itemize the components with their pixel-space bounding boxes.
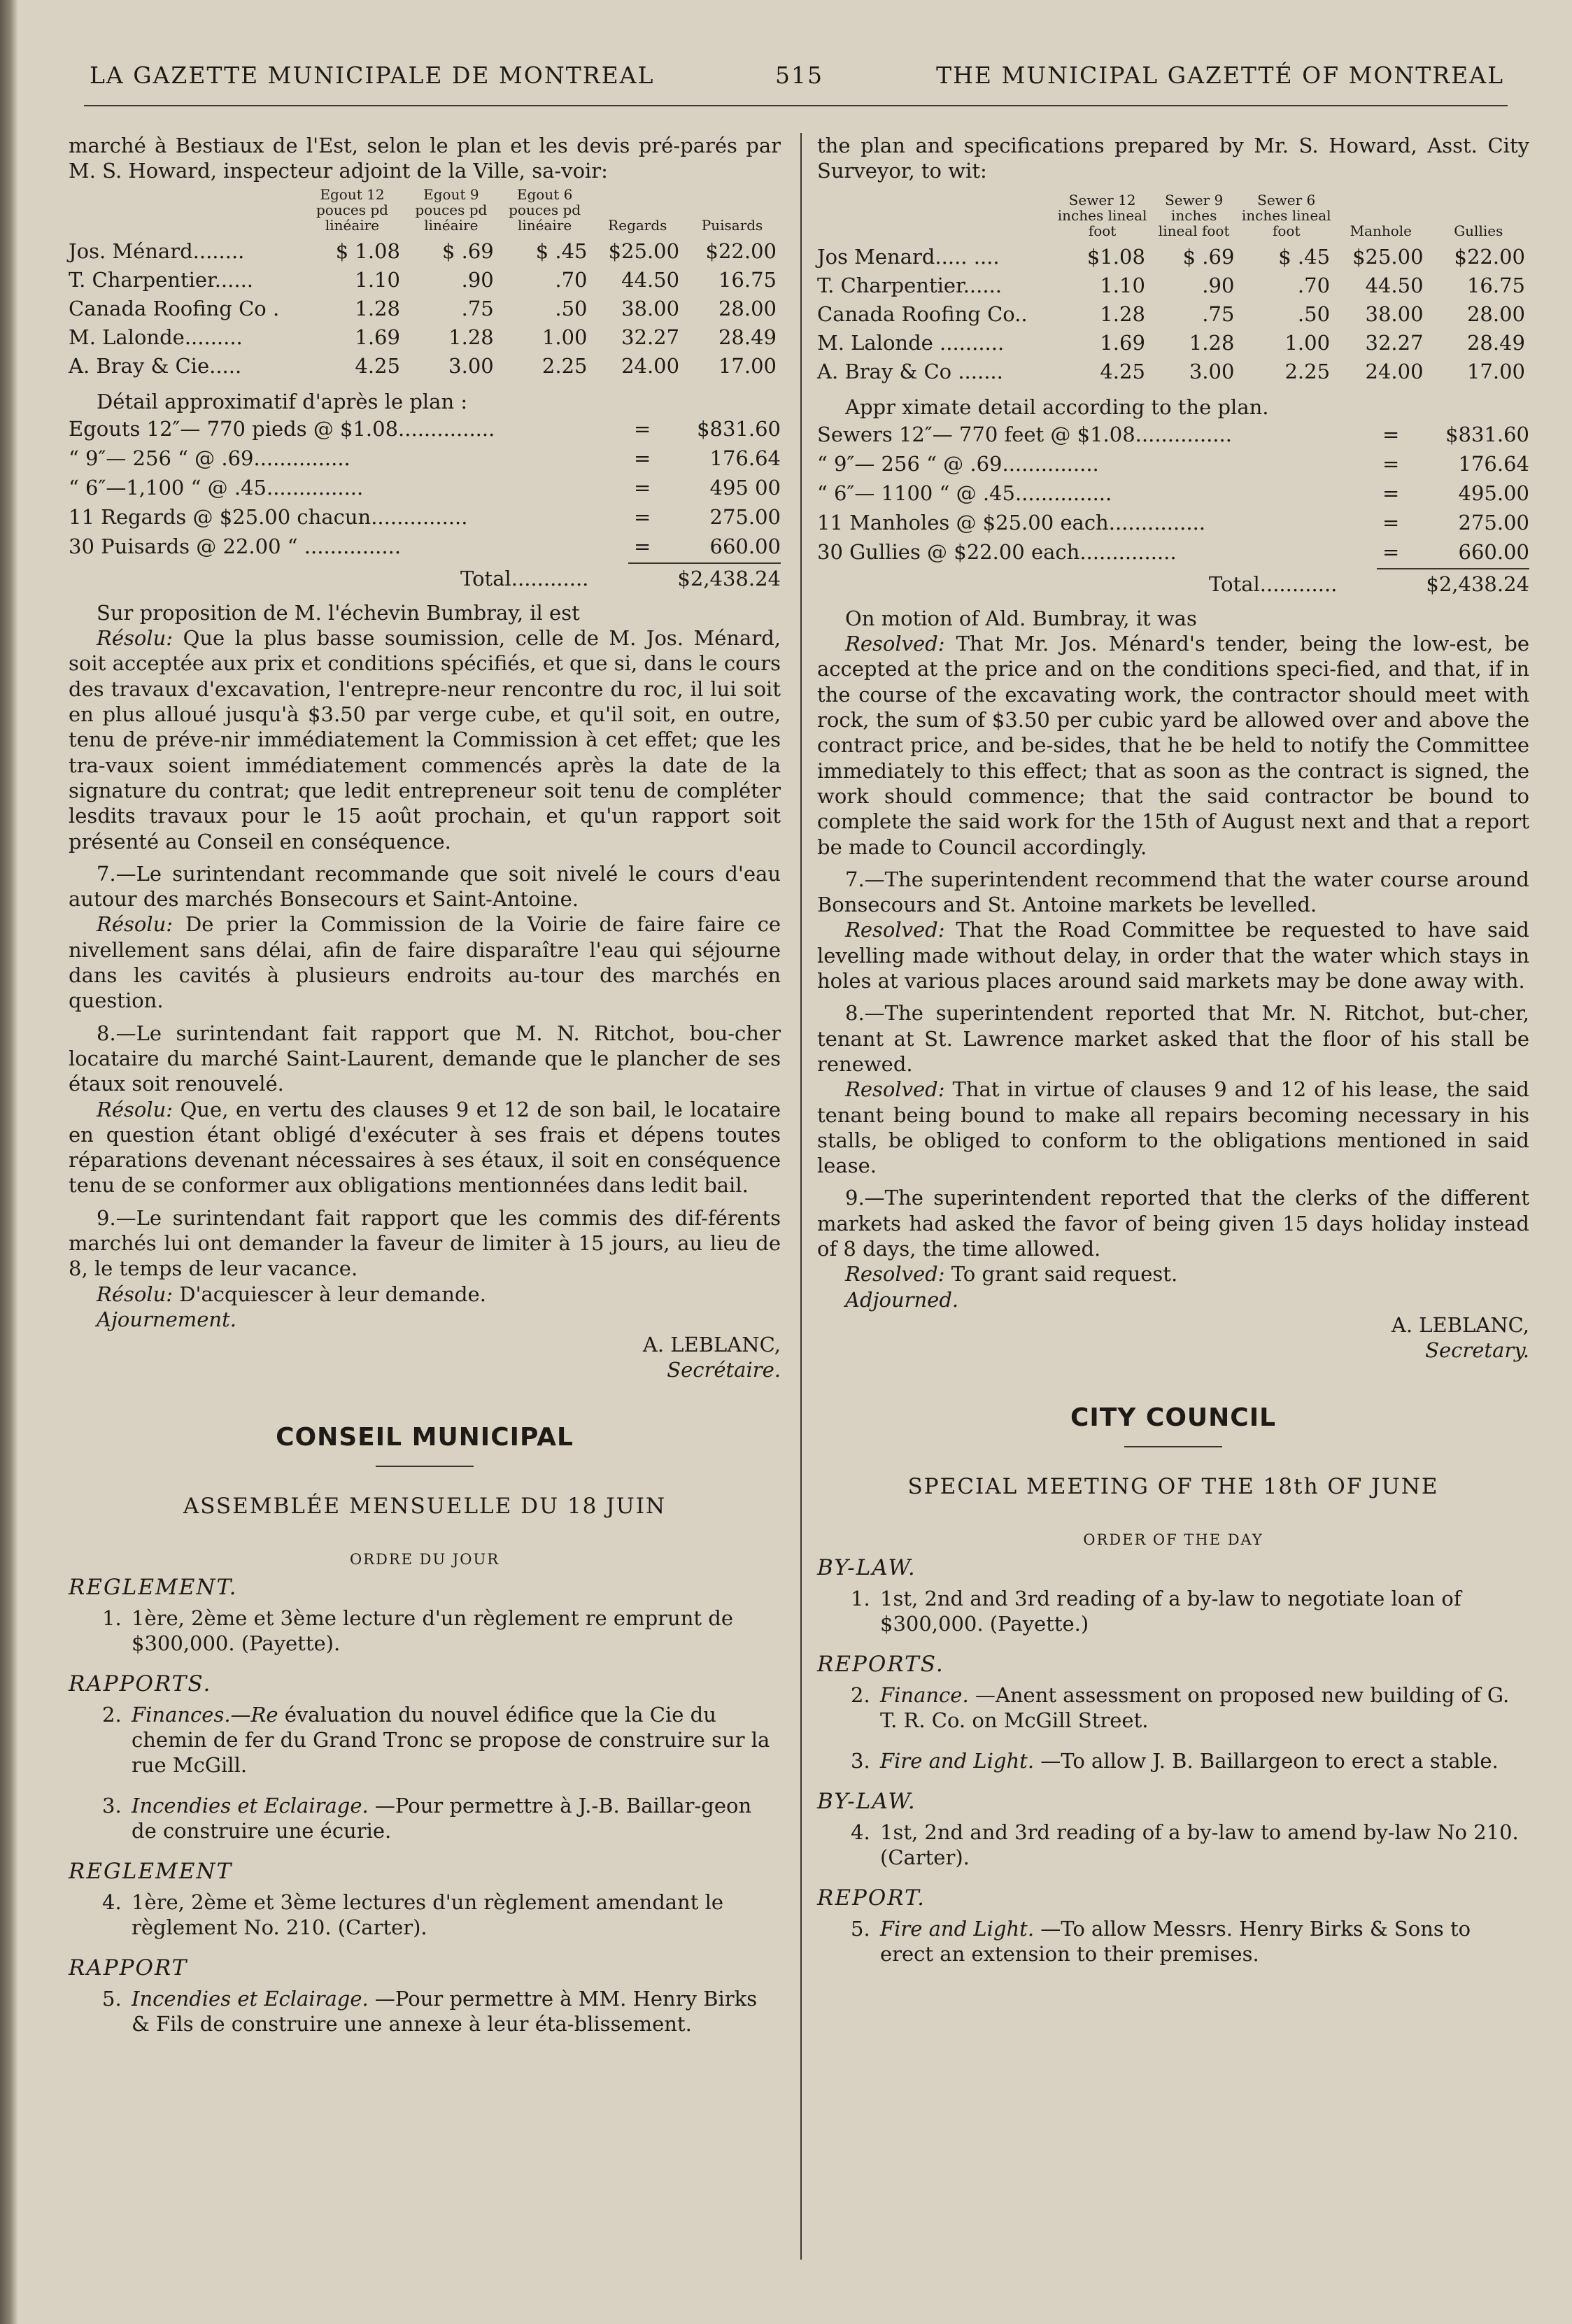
detail-label: “ 9″— 256 “ @ .69............... (817, 451, 1099, 476)
tender-header-col: Egout 9 pouces pd linéaire (415, 185, 488, 234)
running-header (84, 62, 1504, 101)
page-binding-shadow (0, 0, 18, 2324)
french-column (69, 133, 781, 2036)
tender-value: .50 (555, 296, 588, 320)
meeting-subheading: SPECIAL MEETING OF THE 18th OF JUNE (907, 1473, 1439, 1499)
resolution-4 (817, 1261, 1529, 1287)
detail-label: “ 6″— 1100 “ @ .45............... (817, 481, 1112, 505)
tender-name: T. Charpentier...... (69, 267, 254, 292)
agenda-section: REPORT. (817, 1885, 926, 1911)
tender-value: .90 (461, 267, 494, 292)
tender-value: $22.00 (1454, 244, 1525, 269)
agenda-number: 5. (102, 1987, 122, 2011)
tender-value: 3.00 (1189, 359, 1235, 383)
resolution-text: That the Road Committee be requested to have said levelling made without delay, in order that the water which stays in holes at various places around said markets may be done away with. (817, 918, 1529, 993)
tender-value: 1.28 (448, 325, 494, 349)
tender-header-col: Egout 6 pouces pd linéaire (509, 185, 581, 234)
tender-name: Jos Menard..... .... (817, 244, 1000, 269)
tender-value: 28.49 (1466, 330, 1525, 355)
resolution-text: That Mr. Jos. Ménard's tender, being the low-est, be accepted at the price and on the conditions speci-fied, and that, if in the course of the excavating work, the contractor should meet with rock, the sum of $3.50 per cubic yard be allowed over and above the contract price, and be-sides, that he be held to notify the Committee immediately to this effect; that as soon as the contract is signed, the work should commence; that the said contractor be bound to complete the said work for the 15th of August next and that a report be made to Council accordingly. (817, 632, 1530, 859)
tender-value: 4.25 (355, 353, 400, 378)
tender-value: .70 (1297, 273, 1331, 297)
tender-name: Canada Roofing Co . (69, 296, 280, 320)
header-english-title: THE MUNICIPAL GAZETTÉ OF MONTREAL (936, 62, 1504, 89)
item-8: 8.—The superintendent reported that Mr. N. Ritchot, but-cher, tenant at St. Lawrence market asked that the floor of his stall be renewed. (817, 1001, 1529, 1076)
item-9: 9.—The superintendent reported that the clerks of the different markets had asked the favor of being given 15 days holiday instead of 8 days, the time allowed. (817, 1186, 1529, 1261)
agenda-item (69, 1793, 781, 1843)
agenda-list (817, 1555, 1529, 1967)
detail-value: 176.64 (709, 446, 781, 470)
agenda-item (817, 1748, 1529, 1773)
tender-value: $25.00 (608, 239, 680, 263)
resolved-label: Resolved: (845, 632, 945, 656)
signer-name: A. LEBLANC, (642, 1333, 781, 1357)
tender-value: 1.10 (1100, 273, 1145, 297)
tender-row (817, 243, 1529, 271)
agenda-item (69, 1606, 781, 1656)
tender-header-col: Gullies (1454, 222, 1503, 239)
council-heading: CONSEIL MUNICIPAL (276, 1423, 574, 1452)
detail-value: $831.60 (697, 416, 781, 441)
total-line (817, 569, 1529, 599)
resolved-label: Resolved: (845, 1077, 945, 1102)
tender-intro: marché à Bestiaux de l'Est, selon le plan et les devis pré-parés par M. S. Howard, inspecteur adjoint de la Ville, sa-voir: (69, 134, 781, 183)
detail-line (817, 508, 1529, 537)
tender-value: 16.75 (1466, 273, 1525, 297)
detail-value: 176.64 (1458, 451, 1529, 476)
resolved-label: Résolu: (97, 626, 174, 651)
agenda-section: REPORTS. (817, 1651, 944, 1677)
resolution-4 (69, 1282, 781, 1307)
resolution-2 (69, 912, 781, 1013)
detail-equals: = (1382, 422, 1400, 446)
agenda-text: —Anent assessment on proposed new building of G. T. R. Co. on McGill Street. (880, 1682, 1510, 1732)
agenda-number: 2. (102, 1703, 122, 1727)
agenda-text: —Pour permettre à J.-B. Baillar-geon de construire une écurie. (132, 1794, 752, 1843)
detail-value: 660.00 (709, 534, 781, 558)
tender-value: 1.00 (1284, 330, 1331, 355)
tender-intro: the plan and specifications prepared by Mr. S. Howard, Asst. City Surveyor, to wit: (817, 134, 1529, 183)
agenda-number: 5. (851, 1916, 870, 1941)
motion-text: On motion of Ald. Bumbray, it was (845, 606, 1197, 630)
tender-name: M. Lalonde......... (69, 325, 243, 349)
tender-name: M. Lalonde .......... (817, 330, 1005, 355)
agenda-title: Incendies et Eclairage. (132, 1794, 369, 1818)
tender-value: 16.75 (718, 267, 777, 292)
tender-header-col: Regards (608, 216, 667, 234)
detail-line (69, 532, 781, 561)
agenda-item (817, 1586, 1529, 1636)
detail-label: “ 9″— 256 “ @ .69............... (69, 446, 350, 470)
tender-value: $ .45 (535, 239, 588, 263)
tender-value: 28.00 (718, 296, 777, 320)
detail-label: Sewers 12″— 770 feet @ $1.08............... (817, 422, 1232, 446)
tender-header-col: Manhole (1350, 222, 1412, 239)
council-heading: CITY COUNCIL (1070, 1403, 1277, 1432)
agenda-text: évaluation du nouvel édifice que la Cie du chemin de fer du Grand Tronc se propose de construire sur la rue McGill. (132, 1703, 770, 1778)
detail-line (69, 444, 781, 473)
agenda-text: —To allow Messrs. Henry Birks & Sons to erect an extension to their premises. (880, 1916, 1471, 1966)
tender-name: T. Charpentier...... (817, 273, 1003, 297)
resolved-label: Resolved: (845, 1262, 945, 1287)
agenda-number: 3. (102, 1794, 122, 1818)
tender-name: A. Bray & Cie..... (69, 353, 242, 378)
english-column (817, 133, 1529, 1967)
tender-value: 3.00 (448, 353, 494, 378)
tender-value: 2.25 (1284, 359, 1331, 383)
detail-value: 275.00 (1458, 510, 1529, 534)
agenda-title: Fire and Light. (880, 1748, 1035, 1773)
detail-value: 660.00 (1458, 539, 1529, 564)
tender-value: .50 (1297, 302, 1331, 326)
agenda-text: 1st, 2nd and 3rd reading of a by-law to negotiate loan of $300,000. (Payette.) (880, 1586, 1461, 1636)
item-9: 9.—Le surintendant fait rapport que les commis des dif-férents marchés lui ont demander la faveur de limiter à 15 jours, au lieu de 8, le temps de leur vacance. (69, 1205, 781, 1281)
tender-value: 38.00 (1365, 302, 1424, 326)
detail-equals: = (1382, 510, 1400, 534)
agenda-list (69, 1575, 781, 2036)
signer-title: Secrétaire. (667, 1358, 781, 1382)
tender-row (69, 323, 781, 352)
tender-value: 24.00 (621, 353, 680, 378)
detail-title: Détail approximatif d'après le plan : (97, 389, 468, 413)
order-of-day-heading: ORDRE DU JOUR (349, 1551, 500, 1568)
agenda-section: RAPPORT (69, 1955, 188, 1981)
tender-value: 2.25 (541, 353, 588, 378)
tender-name: Jos. Ménard........ (69, 239, 245, 263)
resolution-text: That in virtue of clauses 9 and 12 of his lease, the said tenant being bound to make all repairs becoming necessary in his stalls, be obliged to conform to the obligations mentioned in said lease. (817, 1077, 1529, 1178)
agenda-section: REGLEMENT (69, 1859, 233, 1885)
agenda-title: Finances.—Re (132, 1703, 278, 1727)
resolution-text: Que, en vertu des clauses 9 et 12 de son bail, le locataire en question étant obligé d'exécuter à ses frais et dépens toutes réparations devenant nécessaires à ses étaux, il soit en conséquence tenu de se conformer aux obligations mentionnées dans ledit bail. (69, 1097, 781, 1198)
item-7: 7.—Le surintendant recommande que soit nivelé le cours d'eau autour des marchés Bonsecours et Saint-Antoine. (69, 861, 781, 912)
tender-value: 1.28 (355, 296, 400, 320)
resolution-2 (817, 917, 1529, 993)
agenda-section: BY-LAW. (817, 1554, 916, 1580)
tender-row (817, 271, 1529, 300)
detail-equals: = (1382, 451, 1400, 476)
item-8: 8.—Le surintendant fait rapport que M. N. Ritchot, bou-cher locataire du marché Saint-Laurent, demande que le plancher de ses étaux soit renouvelé. (69, 1021, 781, 1096)
agenda-text: 1ère, 2ème et 3ème lectures d'un règlement amendant le règlement No. 210. (Carter). (132, 1890, 724, 1940)
tender-name: A. Bray & Co ....... (817, 359, 1003, 383)
tender-value: $ 1.08 (335, 239, 400, 263)
detail-label: 11 Manholes @ $25.00 each............... (817, 510, 1206, 534)
total-label: Total............ (460, 566, 589, 590)
tender-value: 24.00 (1365, 359, 1424, 383)
tender-value: 1.10 (355, 267, 400, 292)
detail-label: 30 Puisards @ 22.00 “ ............... (69, 534, 402, 558)
signer-name: A. LEBLANC, (1391, 1312, 1529, 1337)
agenda-item (69, 1986, 781, 2036)
agenda-section: BY-LAW. (817, 1788, 916, 1814)
order-of-day-heading: ORDER OF THE DAY (1083, 1531, 1263, 1548)
tender-table (69, 187, 781, 381)
detail-line (817, 420, 1529, 449)
total-value: $2,438.24 (1426, 572, 1529, 596)
tender-value: 1.28 (1189, 330, 1235, 355)
tender-header-row (817, 192, 1529, 243)
tender-header-col: Sewer 6 inches lineal foot (1241, 191, 1331, 239)
resolved-label: Resolved: (845, 918, 945, 942)
resolution-3 (817, 1077, 1529, 1178)
resolution-text: To grant said request. (951, 1262, 1178, 1287)
tender-value: 1.00 (541, 325, 588, 349)
tender-value: 17.00 (718, 353, 777, 378)
agenda-item (817, 1916, 1529, 1967)
detail-line (817, 479, 1529, 508)
tender-row (817, 300, 1529, 329)
tender-value: 28.00 (1466, 302, 1525, 326)
detail-line (817, 449, 1529, 479)
tender-value: 38.00 (621, 296, 680, 320)
agenda-text: —Pour permettre à MM. Henry Birks & Fils de construire une annexe à leur éta-blissement. (132, 1987, 758, 2036)
tender-row (69, 237, 781, 266)
detail-lines (817, 420, 1529, 567)
tender-header-col: Puisards (701, 216, 763, 234)
agenda-text: 1st, 2nd and 3rd reading of a by-law to amend by-law No 210. (Carter). (880, 1820, 1519, 1869)
resolved-label: Résolu: (97, 1097, 174, 1121)
header-french-title: LA GAZETTE MUNICIPALE DE MONTREAL (90, 62, 655, 89)
total-line (69, 564, 781, 593)
detail-equals: = (1382, 481, 1400, 505)
resolution-text: D'acquiescer à leur demande. (179, 1282, 486, 1306)
detail-equals: = (634, 475, 651, 499)
tender-value: 32.27 (1365, 330, 1424, 355)
tender-value: .70 (555, 267, 588, 292)
detail-line (69, 502, 781, 532)
resolved-label: Résolu: (97, 912, 174, 937)
tender-name: Canada Roofing Co.. (817, 302, 1028, 326)
detail-line (69, 473, 781, 502)
resolution-1 (69, 625, 781, 854)
detail-label: “ 6″—1,100 “ @ .45............... (69, 475, 364, 499)
agenda-item (817, 1820, 1529, 1870)
tender-value: 17.00 (1466, 359, 1525, 383)
detail-equals: = (1382, 539, 1400, 564)
meeting-subheading: ASSEMBLÉE MENSUELLE DU 18 JUIN (183, 1494, 667, 1519)
agenda-number: 4. (102, 1890, 122, 1915)
tender-value: 32.27 (621, 325, 680, 349)
motion-text: Sur proposition de M. l'échevin Bumbray, il est (97, 600, 580, 625)
page-number: 515 (775, 62, 823, 89)
detail-equals: = (634, 416, 651, 441)
tender-value: 44.50 (621, 267, 680, 292)
tender-header-name (69, 187, 300, 237)
tender-header-col: Sewer 9 inches lineal foot (1158, 191, 1230, 239)
agenda-number: 2. (851, 1682, 870, 1707)
agenda-section: RAPPORTS. (69, 1671, 212, 1697)
detail-line (69, 414, 781, 444)
tender-header-col: Sewer 12 inches lineal foot (1057, 191, 1147, 239)
agenda-title: Finance. (880, 1682, 969, 1707)
resolution-text: De prier la Commission de la Voirie de faire faire ce nivellement sans délai, afin de faire disparaître l'eau qui séjourne dans les cavités à plusieurs endroits au-tour des marchés en question. (69, 912, 781, 1013)
agenda-text: 1ère, 2ème et 3ème lecture d'un règlement re emprunt de $300,000. (Payette). (132, 1606, 733, 1656)
agenda-item (817, 1682, 1529, 1733)
tender-header-row (69, 187, 781, 237)
agenda-title: Incendies et Eclairage. (132, 1987, 369, 2011)
resolved-label: Résolu: (97, 1282, 174, 1306)
signer-title: Secretary. (1425, 1338, 1529, 1362)
detail-value: 495.00 (1458, 481, 1529, 505)
agenda-title: Fire and Light. (880, 1916, 1035, 1941)
detail-label: 11 Regards @ $25.00 chacun............... (69, 504, 468, 529)
tender-value: 1.28 (1100, 302, 1145, 326)
detail-equals: = (634, 504, 651, 529)
resolution-text: Que la plus basse soumission, celle de M. Jos. Ménard, soit acceptée aux prix et conditions spécifiés, et que si, dans le cours des travaux d'excavation, l'entrepre-neur rencontre du roc, il lui soit en plus alloué jusqu'à $3.50 par verge cube, et qu'il soit, en outre, tenu de préve-nir immédiatement la Commission à cet effet; que les tra-vaux soient immédiatement commencés après la date de la signature du contrat; que ledit entrepreneur soit tenu de compléter lesdits travaux pour le 15 août prochain, et qu'un rapport soit présenté au Conseil en conséquence. (69, 626, 781, 853)
tender-row (69, 295, 781, 323)
agenda-number: 4. (851, 1820, 870, 1844)
tender-value: 1.69 (355, 325, 400, 349)
agenda-item (69, 1890, 781, 1940)
resolution-3 (69, 1097, 781, 1198)
detail-line (817, 537, 1529, 567)
detail-label: 30 Gullies @ $22.00 each............... (817, 539, 1177, 564)
resolution-1 (817, 631, 1529, 860)
total-value: $2,438.24 (677, 566, 781, 590)
tender-value: $ .69 (441, 239, 494, 263)
detail-equals: = (634, 446, 651, 470)
tender-header-name (817, 192, 1055, 243)
agenda-section: REGLEMENT. (69, 1575, 238, 1601)
detail-value: 495 00 (709, 475, 781, 499)
detail-value: $831.60 (1445, 422, 1529, 446)
agenda-number: 1. (102, 1606, 122, 1631)
tender-row (817, 357, 1529, 386)
tender-row (69, 266, 781, 295)
item-7: 7.—The superintendent recommend that the water course around Bonsecours and St. Antoine markets be levelled. (817, 867, 1529, 917)
agenda-number: 3. (851, 1748, 870, 1773)
detail-value: 275.00 (709, 504, 781, 529)
adjournment: Adjourned. (845, 1287, 959, 1312)
tender-value: 1.69 (1100, 330, 1145, 355)
column-divider (800, 133, 802, 2260)
detail-label: Egouts 12″— 770 pieds @ $1.08............... (69, 416, 495, 441)
tender-value: .75 (461, 296, 494, 320)
tender-value: .75 (1202, 302, 1235, 326)
adjournment: Ajournement. (97, 1307, 236, 1331)
tender-value: $1.08 (1086, 244, 1145, 269)
detail-title: Appr ximate detail according to the plan. (845, 395, 1269, 419)
tender-value: $ .45 (1278, 244, 1331, 269)
tender-value: $ .69 (1182, 244, 1235, 269)
tender-table (817, 192, 1529, 386)
agenda-text: —To allow J. B. Baillargeon to erect a stable. (1040, 1748, 1499, 1773)
detail-lines (69, 414, 781, 561)
detail-equals: = (634, 534, 651, 558)
tender-value: .90 (1202, 273, 1235, 297)
tender-header-col: Egout 12 pouces pd linéaire (316, 185, 388, 234)
tender-value: 44.50 (1365, 273, 1424, 297)
agenda-number: 1. (851, 1586, 870, 1610)
agenda-item (69, 1702, 781, 1778)
total-label: Total............ (1209, 572, 1338, 596)
tender-value: 4.25 (1100, 359, 1145, 383)
tender-value: 28.49 (718, 325, 777, 349)
tender-value: $25.00 (1352, 244, 1424, 269)
header-rule (84, 105, 1508, 106)
tender-row (69, 352, 781, 381)
tender-value: $22.00 (705, 239, 777, 263)
tender-row (817, 329, 1529, 357)
